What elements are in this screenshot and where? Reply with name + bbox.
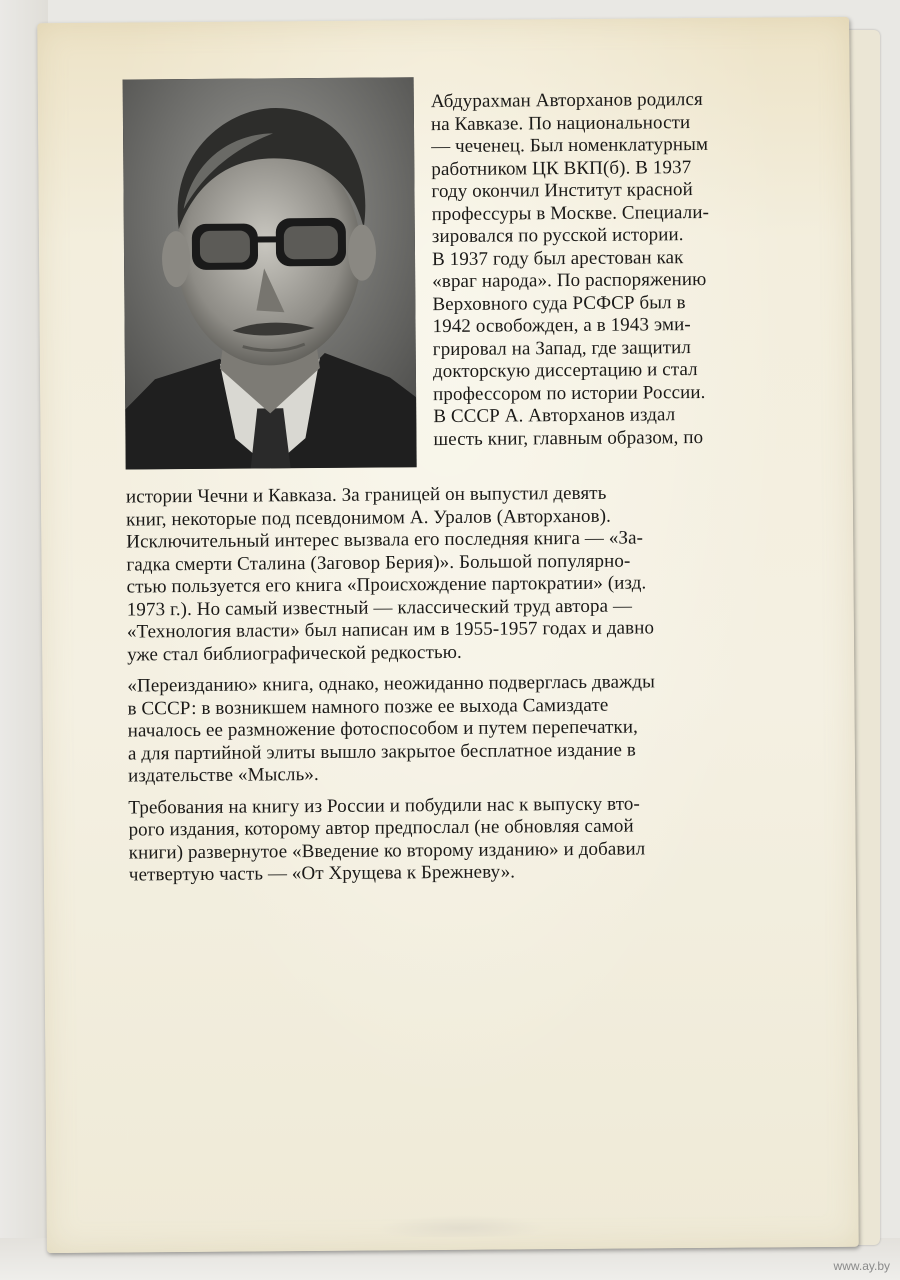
bio-line: истории Чечни и Кавказа. За границей он выпустил девять bbox=[125, 482, 607, 508]
bio-line: шесть книг, главным образом, по bbox=[433, 426, 704, 450]
bio-text-right-column bbox=[431, 88, 786, 451]
bio-line: зировался по русской истории. bbox=[431, 224, 684, 248]
bio-line: гадка смерти Сталина (Заговор Берия)». Большой популярно- bbox=[126, 550, 631, 576]
bio-line: 1973 г.). Но самый известный — классический труд автора — bbox=[126, 595, 633, 621]
bio-line: Абдурахман Авторханов родился bbox=[430, 88, 703, 113]
bio-line: книги) развернутое «Введение ко второму изданию» и добавил bbox=[128, 837, 646, 864]
author-portrait-photo bbox=[123, 77, 417, 469]
bio-line: четвертую часть — «От Хрущева к Брежневу». bbox=[128, 861, 516, 886]
site-watermark: www.ay.by bbox=[833, 1259, 890, 1273]
cover-edge-wear bbox=[377, 1214, 547, 1237]
bio-line: началось ее размножение фотоспособом и путем перепечатки, bbox=[127, 716, 639, 742]
bio-line: В СССР А. Авторханов издал bbox=[433, 404, 676, 428]
bio-line: «Технология власти» был написан им в 1955-1957 годах и давно bbox=[126, 617, 655, 643]
book-back-cover bbox=[37, 17, 859, 1253]
bio-line: стью пользуется его книга «Происхождение партократии» (изд. bbox=[126, 572, 647, 598]
bio-line: Верховного суда РСФСР был в bbox=[432, 291, 686, 315]
bio-line: «враг народа». По распоряжению bbox=[432, 268, 707, 293]
bio-line: докторскую диссертацию и стал bbox=[432, 359, 698, 383]
bio-line: профессуры в Москве. Специали- bbox=[431, 201, 710, 225]
bio-line: Требования на книгу из России и побудили нас к выпуску вто- bbox=[128, 792, 640, 819]
bio-line: книг, некоторые под псевдонимом А. Уралов (Авторханов). bbox=[126, 505, 612, 531]
bio-line: «Переизданию» книга, однако, неожиданно подверглась дважды bbox=[127, 671, 656, 697]
bio-line: издательстве «Мысль». bbox=[128, 764, 319, 787]
bio-line: а для партийной элиты вышло закрытое бесплатное издание в bbox=[127, 739, 637, 765]
bio-line: Исключительный интерес вызвала его последняя книга — «За- bbox=[126, 527, 644, 553]
bio-line: В 1937 году был арестован как bbox=[431, 246, 684, 270]
bio-line: рого издания, которому автор предпослал (не обновляя самой bbox=[128, 815, 634, 841]
bio-text-full-width bbox=[126, 481, 791, 887]
bio-line: на Кавказе. По национальности bbox=[430, 111, 691, 135]
bio-line: — чеченец. Был номенклатурным bbox=[431, 133, 709, 158]
bio-line: уже стал библиографической редкостью. bbox=[127, 641, 462, 666]
bio-line: 1942 освобожден, а в 1943 эми- bbox=[432, 314, 691, 338]
bio-line: грировал на Запад, где защитил bbox=[432, 336, 692, 360]
bio-line: профессором по истории России. bbox=[433, 381, 706, 405]
bio-line: году окончил Институт красной bbox=[431, 179, 693, 203]
person-portrait-icon bbox=[123, 77, 417, 469]
bio-line: в СССР: в возникшем намного позже ее выхода Самиздате bbox=[127, 694, 609, 720]
bio-line: работником ЦК ВКП(б). В 1937 bbox=[431, 156, 692, 180]
